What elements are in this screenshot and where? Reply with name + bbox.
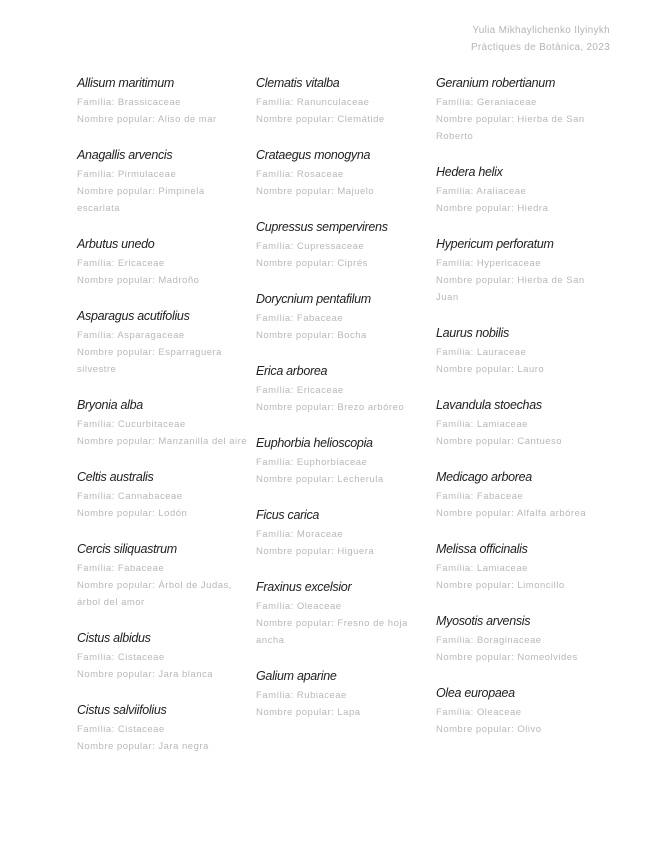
species-name: Allisum maritimum [77, 76, 174, 90]
species-entry [77, 147, 249, 217]
species-entry [436, 75, 608, 145]
species-popular-name: Nombre popular: Manzanilla del aire [77, 436, 248, 447]
species-popular-name: Nombre popular: Majuelo [256, 186, 375, 197]
species-family: Família: Cistaceae [77, 652, 165, 663]
species-name: Myosotis arvensis [436, 614, 531, 628]
species-name: Dorycnium pentafilum [256, 292, 371, 306]
species-popular-name: Nombre popular: Olivo [436, 724, 542, 735]
species-name: Euphorbia helioscopia [256, 436, 373, 450]
species-popular-name: Nombre popular: Jara blanca [77, 669, 214, 680]
document-subtitle: Pràctiques de Botànica, 2023 [470, 42, 610, 53]
species-popular-name: Nombre popular: Hierba de San Roberto [436, 114, 585, 142]
species-entry [77, 75, 249, 128]
species-entry [77, 308, 249, 378]
species-name: Laurus nobilis [436, 326, 509, 340]
species-family: Família: Cistaceae [77, 724, 165, 735]
species-popular-name: Nombre popular: Árbol de Judas, árbol del amor [77, 580, 232, 608]
species-family: Família: Lauraceae [436, 347, 527, 358]
species-family: Família: Brassicaceae [77, 97, 181, 108]
species-popular-name: Nombre popular: Hierba de San Juan [436, 275, 585, 303]
species-column-1 [77, 75, 249, 774]
species-entry [436, 685, 608, 738]
species-popular-name: Nombre popular: Madroño [77, 275, 200, 286]
species-name: Cistus albidus [77, 631, 151, 645]
species-name: Fraxinus excelsior [256, 580, 352, 594]
species-entry [256, 219, 428, 272]
species-entry [436, 325, 608, 378]
species-family: Família: Fabaceae [256, 313, 344, 324]
species-column-2 [256, 75, 428, 740]
species-name: Cupressus sempervirens [256, 220, 388, 234]
species-name: Cercis siliquastrum [77, 542, 177, 556]
species-popular-name: Nombre popular: Esparraguera silvestre [77, 347, 222, 375]
species-entry [256, 363, 428, 416]
species-name: Medicago arborea [436, 470, 532, 484]
species-entry [436, 397, 608, 450]
species-entry [256, 579, 428, 649]
species-popular-name: Nombre popular: Cantueso [436, 436, 563, 447]
species-entry [77, 236, 249, 289]
species-name: Celtis australis [77, 470, 154, 484]
page-header [471, 22, 610, 56]
species-family: Família: Boraginaceae [436, 635, 542, 646]
species-popular-name: Nombre popular: Aliso de mar [77, 114, 217, 125]
species-name: Ficus carica [256, 508, 320, 522]
species-family: Família: Lamiaceae [436, 563, 528, 574]
species-popular-name: Nombre popular: Fresno de hoja ancha [256, 618, 408, 646]
species-popular-name: Nombre popular: Nomeolvides [436, 652, 578, 663]
species-name: Asparagus acutifolius [77, 309, 190, 323]
species-family: Família: Cannabaceae [77, 491, 183, 502]
species-entry [436, 469, 608, 522]
species-family: Família: Rosaceae [256, 169, 344, 180]
species-entry [256, 147, 428, 200]
species-entry [77, 702, 249, 755]
species-family: Família: Asparagaceae [77, 330, 185, 341]
author-name: Yulia Mikhaylichenko Ilyinykh [472, 25, 610, 36]
species-name: Anagallis arvencis [77, 148, 173, 162]
species-name: Olea europaea [436, 686, 515, 700]
species-entry [436, 541, 608, 594]
species-popular-name: Nombre popular: Pimpinela escarlata [77, 186, 205, 214]
species-family: Família: Lamiaceae [436, 419, 528, 430]
species-family: Família: Cucurbitaceae [77, 419, 186, 430]
species-column-3 [436, 75, 608, 757]
species-popular-name: Nombre popular: Hiedra [436, 203, 549, 214]
species-family: Família: Ericaceae [77, 258, 165, 269]
species-family: Família: Fabaceae [436, 491, 524, 502]
species-family: Família: Moraceae [256, 529, 344, 540]
species-entry [256, 75, 428, 128]
species-family: Família: Oleaceae [436, 707, 522, 718]
species-name: Melissa officinalis [436, 542, 528, 556]
species-name: Lavandula stoechas [436, 398, 542, 412]
species-family: Família: Ericaceae [256, 385, 344, 396]
species-name: Hypericum perforatum [436, 237, 554, 251]
species-popular-name: Nombre popular: Lecherula [256, 474, 384, 485]
species-name: Arbutus unedo [77, 237, 155, 251]
species-family: Família: Oleaceae [256, 601, 342, 612]
species-family: Família: Hypericaceae [436, 258, 542, 269]
species-family: Família: Cupressaceae [256, 241, 365, 252]
species-popular-name: Nombre popular: Brezo arbóreo [256, 402, 405, 413]
species-popular-name: Nombre popular: Ciprés [256, 258, 368, 269]
species-entry [77, 541, 249, 611]
species-popular-name: Nombre popular: Limoncillo [436, 580, 565, 591]
species-entry [256, 507, 428, 560]
species-popular-name: Nombre popular: Alfalfa arbórea [436, 508, 587, 519]
species-family: Família: Ranunculaceae [256, 97, 370, 108]
species-family: Família: Geraniaceae [436, 97, 537, 108]
species-popular-name: Nombre popular: Jara negra [77, 741, 209, 752]
species-family: Família: Araliaceae [436, 186, 527, 197]
species-popular-name: Nombre popular: Lapa [256, 707, 361, 718]
species-entry [77, 630, 249, 683]
species-entry [256, 435, 428, 488]
species-name: Crataegus monogyna [256, 148, 371, 162]
species-popular-name: Nombre popular: Lauro [436, 364, 545, 375]
species-popular-name: Nombre popular: Bocha [256, 330, 367, 341]
species-entry [436, 164, 608, 217]
species-family: Família: Euphorbiaceae [256, 457, 368, 468]
species-entry [256, 668, 428, 721]
species-name: Galium aparine [256, 669, 337, 683]
species-popular-name: Nombre popular: Clemátide [256, 114, 385, 125]
species-family: Família: Fabaceae [77, 563, 165, 574]
species-entry [256, 291, 428, 344]
species-name: Geranium robertianum [436, 76, 556, 90]
species-entry [77, 469, 249, 522]
species-popular-name: Nombre popular: Lodón [77, 508, 188, 519]
species-family: Família: Rubiaceae [256, 690, 347, 701]
species-name: Erica arborea [256, 364, 328, 378]
species-popular-name: Nombre popular: Higuera [256, 546, 375, 557]
species-entry [436, 236, 608, 306]
species-entry [77, 397, 249, 450]
species-name: Bryonia alba [77, 398, 143, 412]
species-name: Cistus salviifolius [77, 703, 167, 717]
species-family: Família: Pirmulaceae [77, 169, 177, 180]
species-entry [436, 613, 608, 666]
species-name: Hedera helix [436, 165, 503, 179]
species-name: Clematis vitalba [256, 76, 340, 90]
